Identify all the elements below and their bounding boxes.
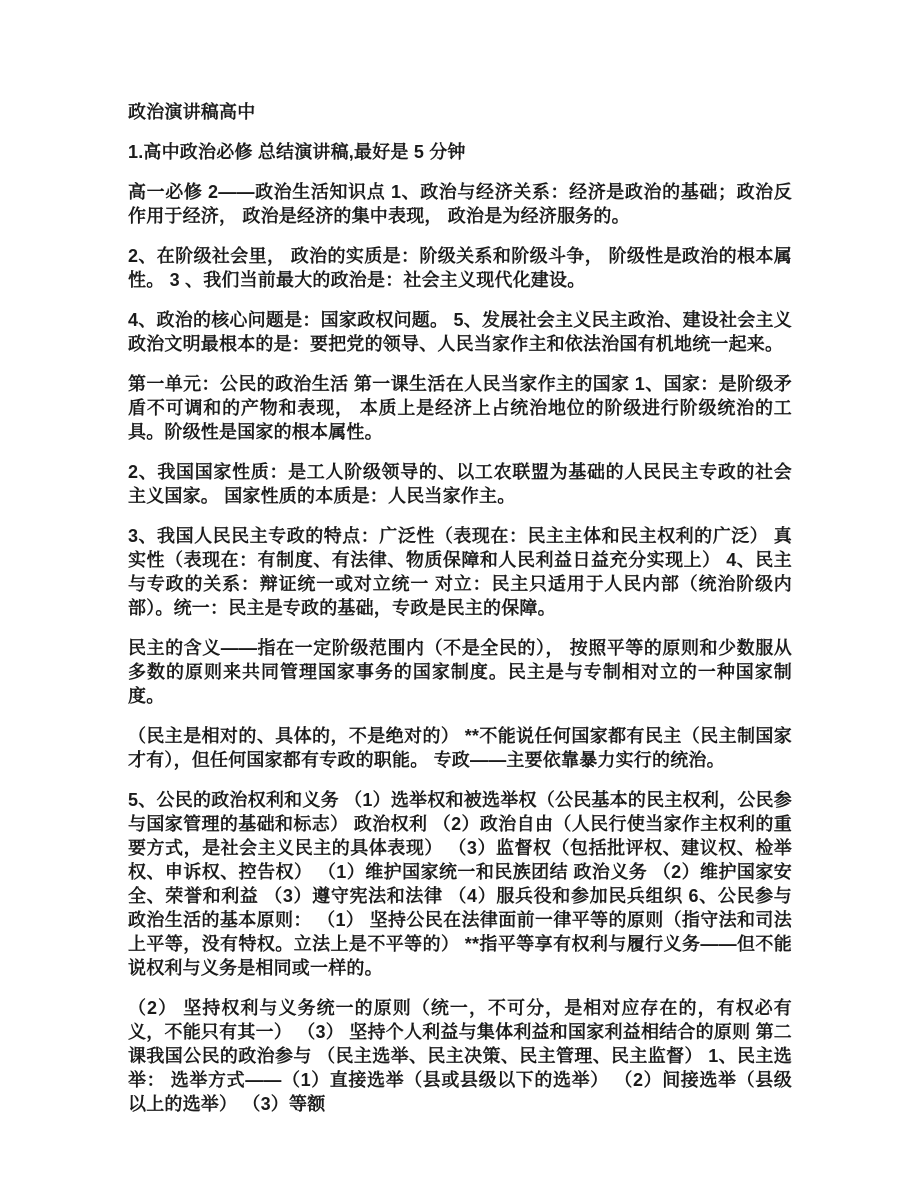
paragraph: 民主的含义——指在一定阶级范围内（不是全民的）， 按照平等的原则和少数服从多数的原则来共同管理国家事务的国家制度。民主是与专制相对立的一种国家制度。 bbox=[128, 638, 792, 706]
paragraph: 3、我国人民民主专政的特点：广泛性（表现在：民主主体和民主权利的广泛） 真实性（表现在：有制度、有法律、物质保障和人民利益日益充分实现上） 4、民主与专政的关系：辩证统一或对立统一 对立：民主只适用于人民内部（统治阶级内部）。统一：民主是专政的基础，专政是民主的保障。 bbox=[128, 526, 792, 618]
paragraph: 1.高中政治必修 总结演讲稿,最好是 5 分钟 bbox=[128, 142, 466, 162]
paragraph: 第一单元：公民的政治生活 第一课生活在人民当家作主的国家 1、国家：是阶级矛盾不可调和的产物和表现， 本质上是经济上占统治地位的阶级进行阶级统治的工具。阶级性是国家的根本属性。 bbox=[128, 374, 792, 442]
paragraph: 高一必修 2——政治生活知识点 1、政治与经济关系：经济是政治的基础；政治反作用于经济， 政治是经济的集中表现， 政治是为经济服务的。 bbox=[128, 182, 792, 226]
paragraph: 4、政治的核心问题是：国家政权问题。 5、发展社会主义民主政治、建设社会主义政治文明最根本的是：要把党的领导、人民当家作主和依法治国有机地统一起来。 bbox=[128, 310, 792, 354]
paragraph: （2） 坚持权利与义务统一的原则（统一，不可分，是相对应存在的，有权必有义，不能只有其一） （3） 坚持个人利益与集体利益和国家利益相结合的原则 第二课我国公民的政治参与 （民主选举、民主决策、民主管理、民主监督） 1、民主选举： 选举方式——（1）直接选举（县或县级以下的选举） （2）间接选举（县级以上的选举） （3）等额 bbox=[128, 998, 792, 1114]
paragraph: （民主是相对的、具体的，不是绝对的） **不能说任何国家都有民主（民主制国家才有），但任何国家都有专政的职能。 专政——主要依靠暴力实行的统治。 bbox=[128, 726, 792, 770]
document-title: 政治演讲稿高中 bbox=[128, 102, 256, 122]
paragraph: 2、在阶级社会里， 政治的实质是：阶级关系和阶级斗争， 阶级性是政治的根本属性。 3 、我们当前最大的政治是：社会主义现代化建设。 bbox=[128, 246, 792, 290]
paragraph: 5、公民的政治权利和义务 （1）选举权和被选举权（公民基本的民主权利，公民参与国家管理的基础和标志） 政治权利 （2）政治自由（人民行使当家作主权利的重要方式，是社会主义民主的具体表现） （3）监督权（包括批评权、建议权、检举权、申诉权、控告权） （1）维护国家统一和民族团结 政治义务 （2）维护国家安全、荣誉和利益 （3）遵守宪法和法律 （4）服兵役和参加民兵组织 6、公民参与政治生活的基本原则： （1） 坚持公民在法律面前一律平等的原则（指守法和司法上平等，没有特权。立法上是不平等的） **指平等享有权利与履行义务——但不能说权利与义务是相同或一样的。 bbox=[128, 790, 792, 978]
paragraph: 2、我国国家性质：是工人阶级领导的、以工农联盟为基础的人民民主专政的社会主义国家。 国家性质的本质是：人民当家作主。 bbox=[128, 462, 792, 506]
